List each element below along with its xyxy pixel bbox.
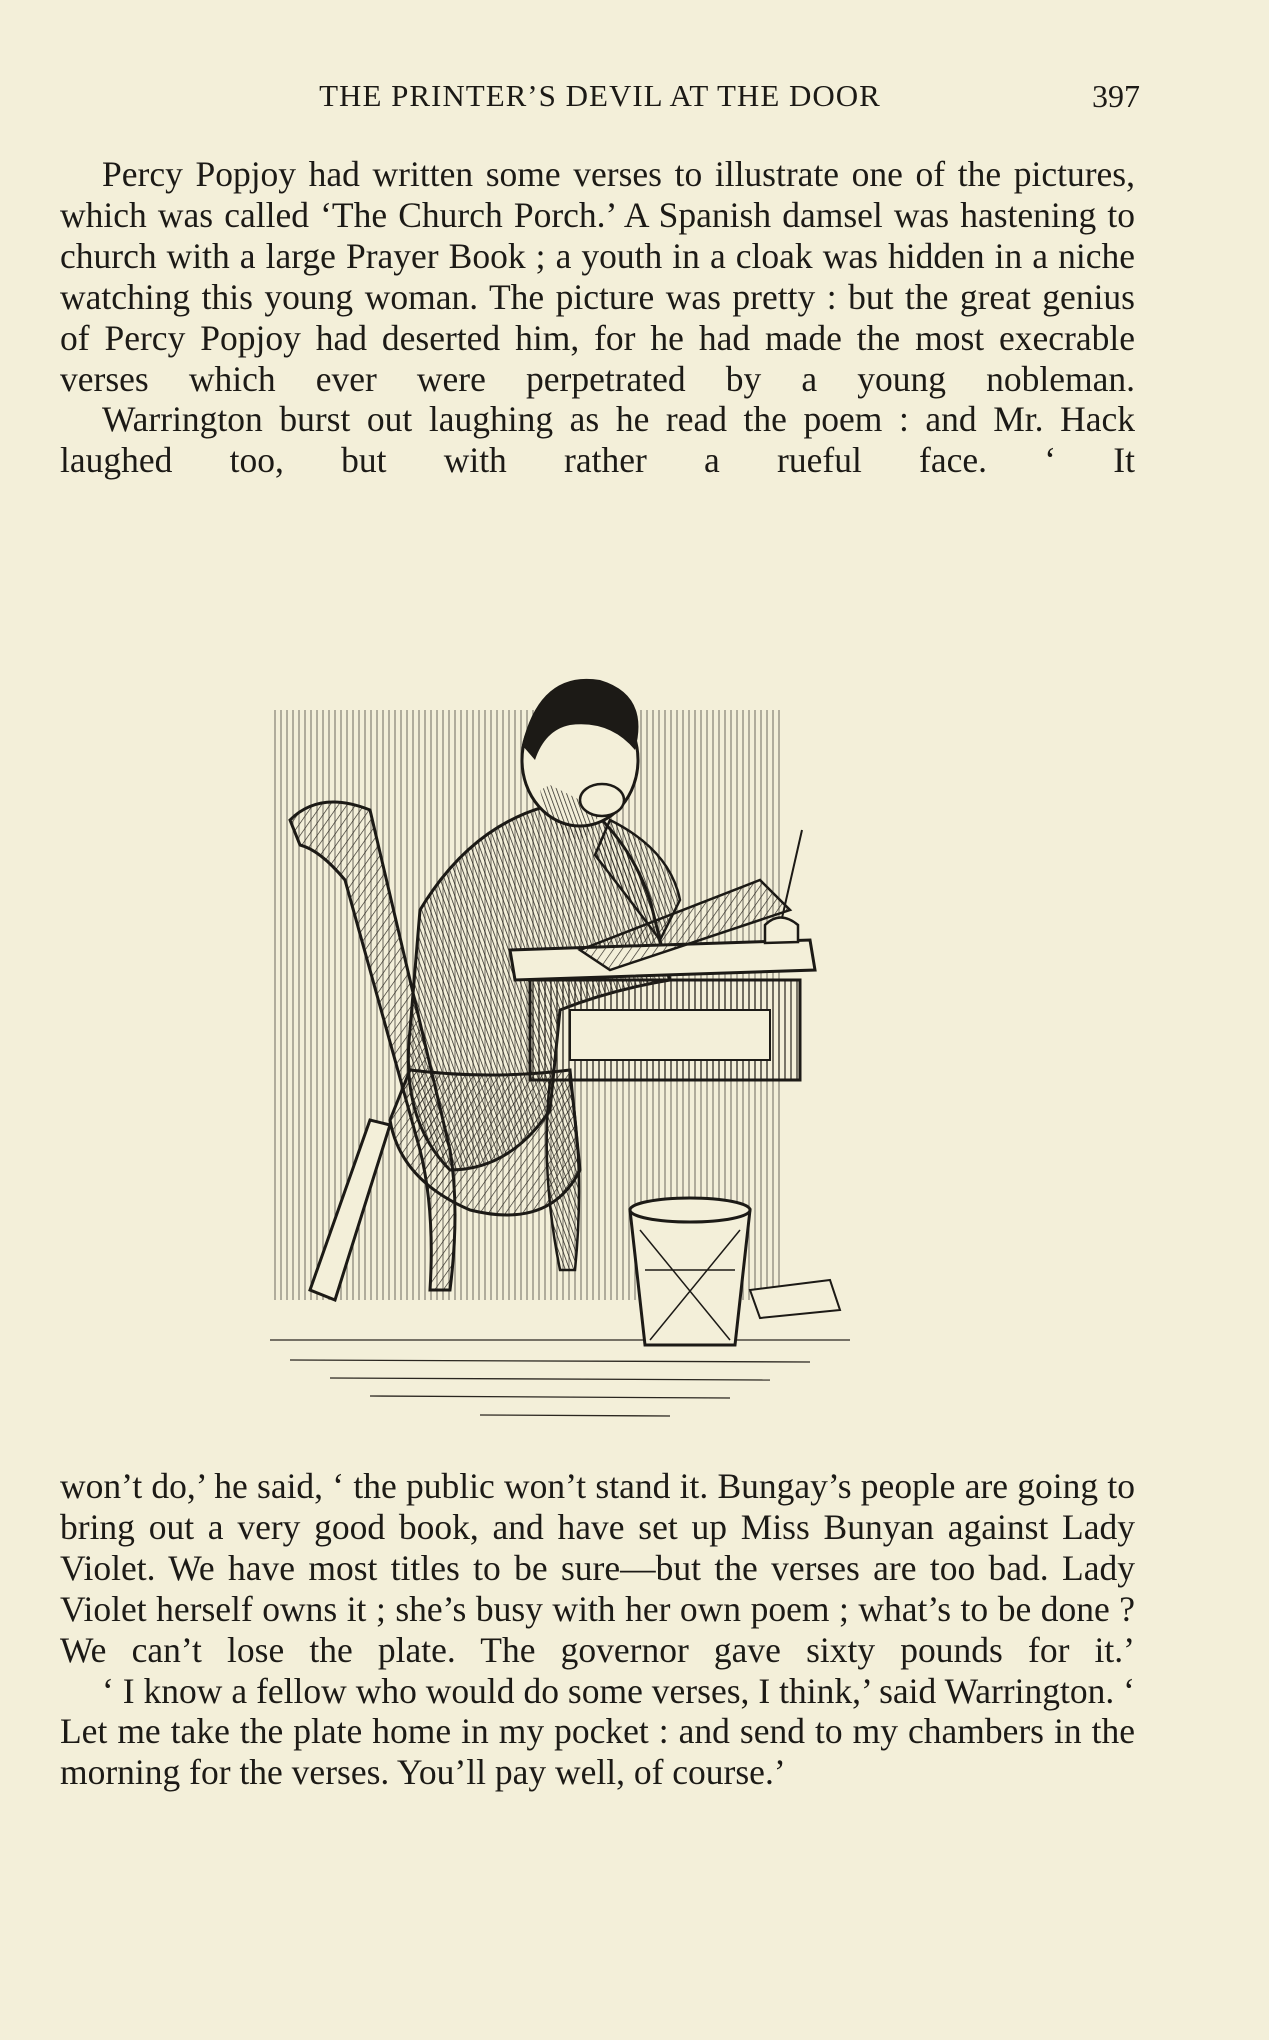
paragraph: ‘ I know a fellow who would do some verses, I think,’ said Warrington. ‘ Let me take the plate home in my pocket : and send to my chambers in the morning for the verses. You’ll pay well, of course.’ [60, 1670, 1135, 1793]
text-block-bottom [60, 1466, 1135, 1793]
paragraph: won’t do,’ he said, ‘ the public won’t stand it. Bungay’s people are going to bring out a very good book, and have set up Miss Bunyan against Lady Violet. We have most titles to be sure—but the verses are too bad. Lady Violet herself owns it ; she’s busy with her own poem ; what’s to be done ? We can’t lose the plate. The governor gave sixty pounds for it.’ [60, 1466, 1135, 1670]
engraving-man-at-desk [250, 650, 950, 1430]
page-header [60, 78, 1140, 128]
running-title: THE PRINTER’S DEVIL AT THE DOOR [319, 78, 881, 113]
page-number: 397 [1092, 78, 1140, 114]
paragraph: Warrington burst out laughing as he read the poem : and Mr. Hack laughed too, but with rather a rueful face. ‘ It [60, 399, 1135, 481]
paragraph: Percy Popjoy had written some verses to illustrate one of the pictures, which was called ‘The Church Porch.’ A Spanish damsel was hastening to church with a large Prayer Book ; a youth in a cloak was hidden in a niche watching this young woman. The picture was pretty : but the great genius of Percy Popjoy had deserted him, for he had made the most execrable verses which ever were perpetrated by a young nobleman. [60, 154, 1135, 399]
text-block-top [60, 154, 1135, 481]
